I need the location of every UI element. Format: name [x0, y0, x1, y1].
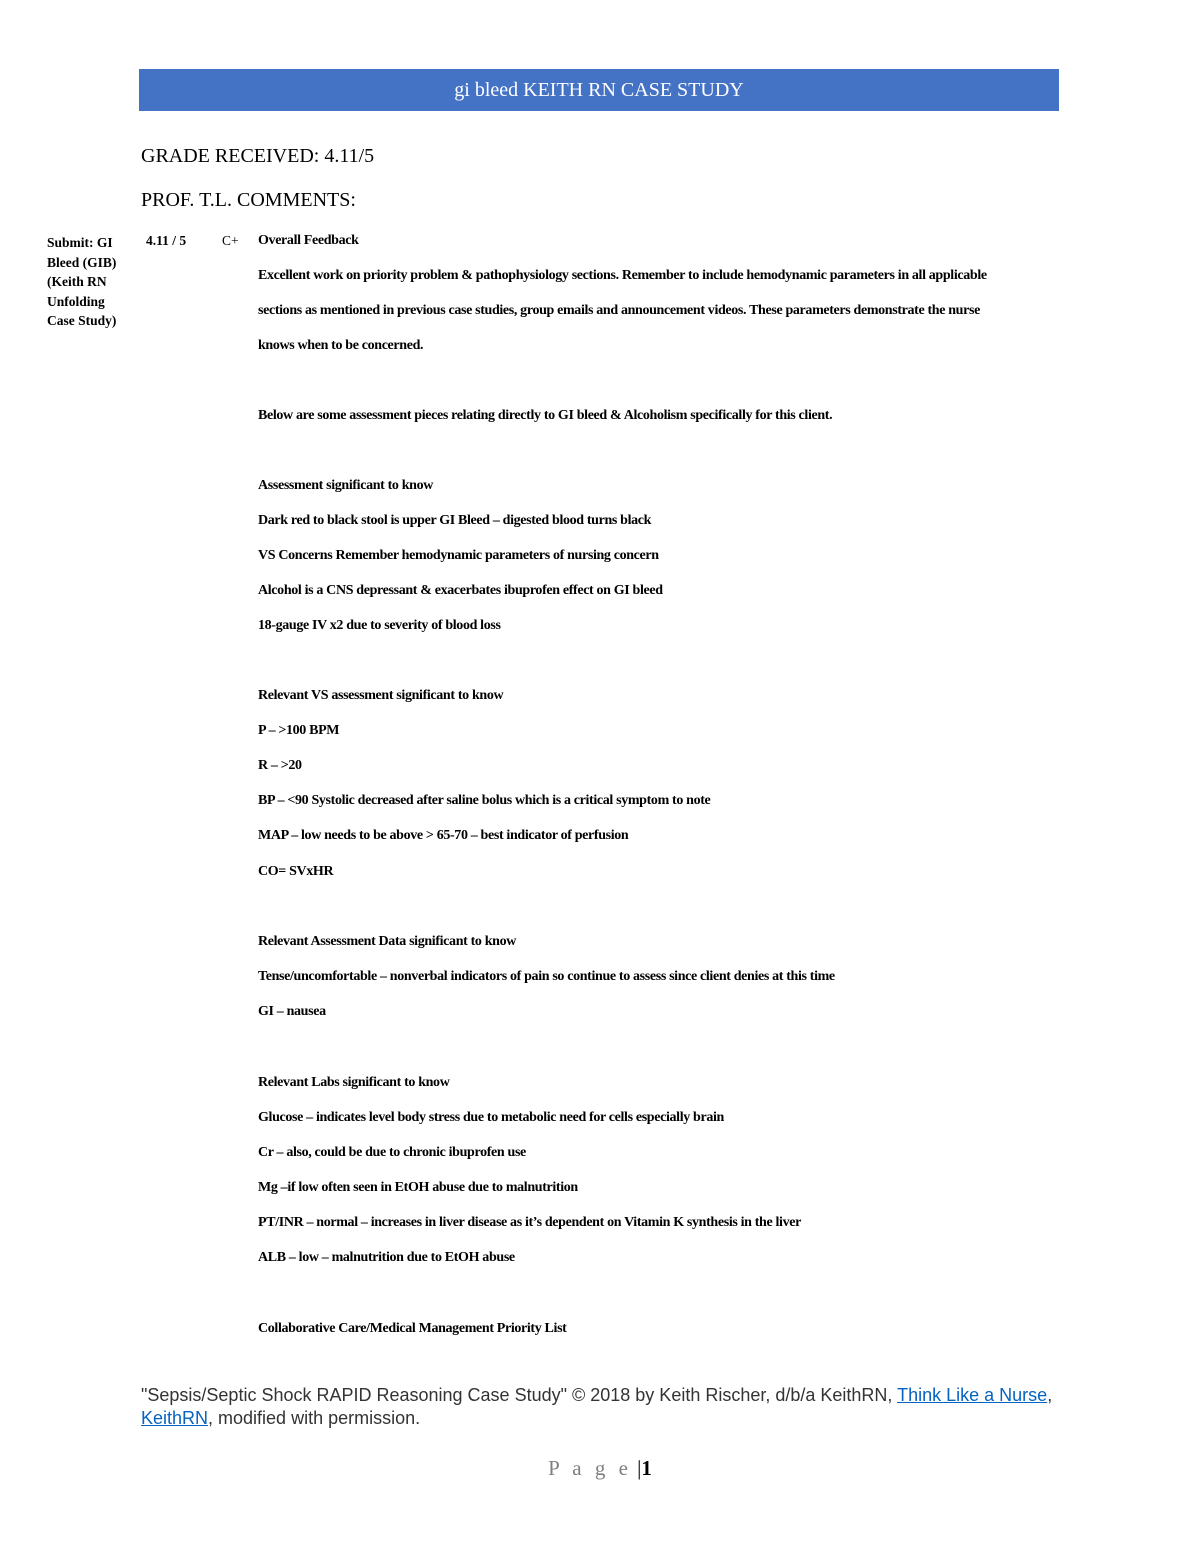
collaborative-care-title: Collaborative Care/Medical Management Priority List [258, 1321, 567, 1336]
submission-name-line: Case Study) [47, 313, 117, 328]
lab-item: PT/INR – normal – increases in liver disease as it’s dependent on Vitamin K synthesis in the liver [258, 1215, 801, 1230]
feedback-intro-line: knows when to be concerned. [258, 338, 424, 353]
prof-comments-heading: PROF. T.L. COMMENTS: [141, 189, 356, 211]
labs-section-title: Relevant Labs significant to know [258, 1075, 450, 1090]
copyright-footer [141, 1384, 1071, 1430]
submission-score: 4.11 / 5 [146, 233, 187, 248]
submission-name [47, 233, 137, 331]
assessment-section-title: Assessment significant to know [258, 478, 434, 493]
document-title-banner [139, 69, 1059, 111]
submission-name-line: (Keith RN [47, 274, 107, 289]
lab-item: ALB – low – malnutrition due to EtOH abuse [258, 1250, 515, 1265]
assessment-intro: Below are some assessment pieces relating directly to GI bleed & Alcoholism specifically for this client. [258, 408, 833, 423]
overall-feedback-title: Overall Feedback [258, 233, 359, 248]
vs-item: BP – <90 Systolic decreased after saline bolus which is a critical symptom to note [258, 793, 711, 808]
letter-grade: C+ [222, 233, 239, 248]
keithrn-link[interactable]: KeithRN [141, 1408, 209, 1428]
submission-name-line: Submit: GI [47, 235, 113, 250]
vs-item: MAP – low needs to be above > 65-70 – best indicator of perfusion [258, 828, 629, 843]
vs-item: P – >100 BPM [258, 723, 340, 738]
document-title: gi bleed KEITH RN CASE STUDY [454, 78, 744, 101]
vs-section-title: Relevant VS assessment significant to know [258, 688, 504, 703]
page-separator: | [637, 1456, 642, 1480]
footer-text-end: , modified with permission. [208, 1408, 421, 1428]
vs-item: CO= SVxHR [258, 864, 334, 879]
page-number-value: 1 [641, 1456, 652, 1480]
lab-item: Mg –if low often seen in EtOH abuse due to malnutrition [258, 1180, 578, 1195]
assessment-item: VS Concerns Remember hemodynamic parameters of nursing concern [258, 548, 659, 563]
page-number [0, 1456, 1200, 1481]
think-like-a-nurse-link[interactable]: Think Like a Nurse [897, 1385, 1048, 1405]
assessment-item: Alcohol is a CNS depressant & exacerbates ibuprofen effect on GI bleed [258, 583, 663, 598]
feedback-intro-line: Excellent work on priority problem & pathophysiology sections. Remember to include hemodynamic parameters in all applicable [258, 268, 987, 283]
footer-comma: , [1047, 1385, 1053, 1405]
lab-item: Glucose – indicates level body stress due to metabolic need for cells especially brain [258, 1110, 724, 1125]
page-label: P a g e [548, 1456, 632, 1480]
footer-text: "Sepsis/Septic Shock RAPID Reasoning Case Study" © 2018 by Keith Rischer, d/b/a KeithRN, [141, 1385, 898, 1405]
vs-item: R – >20 [258, 758, 302, 773]
data-section-title: Relevant Assessment Data significant to know [258, 934, 516, 949]
assessment-item: 18-gauge IV x2 due to severity of blood loss [258, 618, 501, 633]
assessment-item: Dark red to black stool is upper GI Bleed – digested blood turns black [258, 513, 652, 528]
submission-name-line: Unfolding [47, 293, 105, 309]
submission-name-line: Bleed (GIB) [47, 254, 117, 270]
feedback-intro-line: sections as mentioned in previous case studies, group emails and announcement videos. These parameters demonstrate the nurse [258, 303, 980, 318]
data-item: Tense/uncomfortable – nonverbal indicators of pain so continue to assess since client denies at this time [258, 969, 835, 984]
data-item: GI – nausea [258, 1004, 326, 1019]
grade-received-heading: GRADE RECEIVED: 4.11/5 [141, 145, 375, 167]
lab-item: Cr – also, could be due to chronic ibuprofen use [258, 1145, 526, 1160]
